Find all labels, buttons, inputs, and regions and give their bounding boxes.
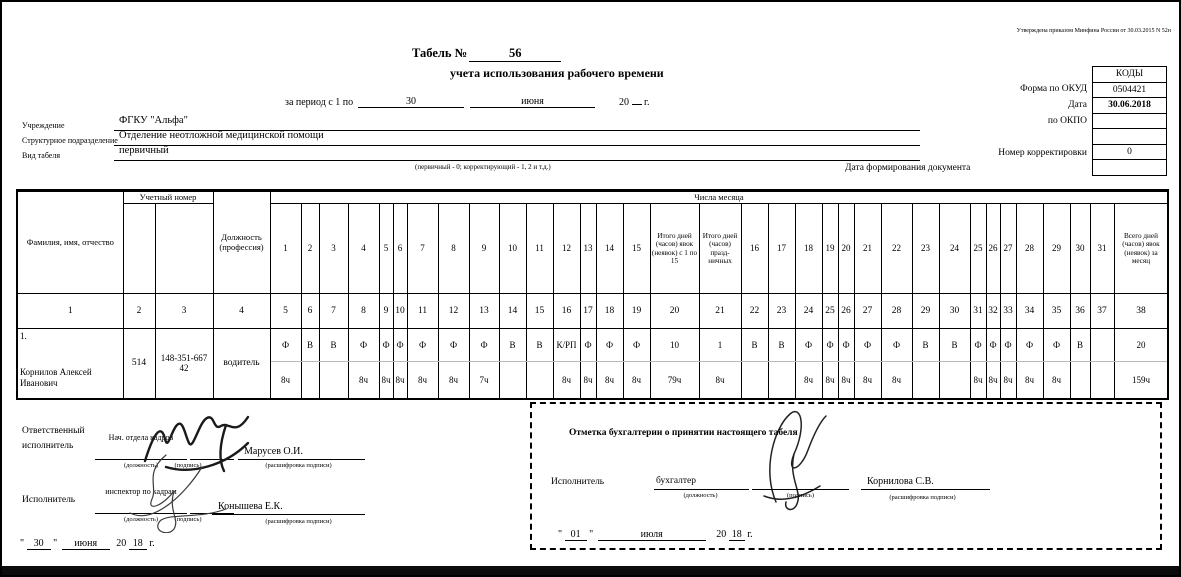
period-year-prefix: 20 — [619, 97, 629, 108]
attendance-hours-cell — [526, 362, 553, 399]
column-index: 28 — [881, 294, 912, 329]
day-column-header: 28 — [1016, 204, 1043, 294]
date-label: Дата — [1068, 100, 1087, 110]
day-column-header: 18 — [795, 204, 822, 294]
attendance-hours-cell: 8ч — [795, 362, 822, 399]
attendance-hours-cell: 159ч — [1114, 362, 1168, 399]
attendance-code-cell: Ф — [379, 329, 393, 362]
day-column-header: 22 — [881, 204, 912, 294]
codes-box — [1092, 66, 1167, 176]
attendance-code-cell: Ф — [795, 329, 822, 362]
attendance-hours-cell — [1090, 362, 1114, 399]
correction-value: 0 — [1093, 144, 1167, 160]
day-column-header: 17 — [768, 204, 795, 294]
accounting-date-year-prefix: 20 — [716, 529, 727, 540]
day-column-header: 27 — [1000, 204, 1016, 294]
quote-close: " — [53, 538, 58, 549]
attendance-hours-cell — [1070, 362, 1090, 399]
day-column-header: 9 — [469, 204, 499, 294]
attendance-code-cell: В — [301, 329, 319, 362]
total-column-header: Итого дней (часов) празд- ничных — [699, 204, 741, 294]
column-index: 6 — [301, 294, 319, 329]
day-column-header: 25 — [970, 204, 986, 294]
attendance-hours-cell — [741, 362, 768, 399]
attendance-code-cell: В — [319, 329, 348, 362]
attendance-code-cell: Ф — [854, 329, 881, 362]
day-column-header: 16 — [741, 204, 768, 294]
employee-position: водитель — [213, 329, 270, 399]
column-index: 12 — [438, 294, 469, 329]
attendance-code-cell: В — [912, 329, 939, 362]
attendance-code-cell: В — [768, 329, 795, 362]
employee-account-a: 514 — [123, 329, 155, 399]
accounting-date-year: 18 — [729, 529, 745, 541]
form-subtitle: учета использования рабочего времени — [450, 66, 664, 80]
responsible-sign-hint: (подпись) — [174, 462, 202, 469]
column-index: 26 — [838, 294, 854, 329]
quote-open: " — [20, 538, 25, 549]
day-column-header: 29 — [1043, 204, 1070, 294]
column-index: 14 — [499, 294, 526, 329]
attendance-hours-cell: 8ч — [1000, 362, 1016, 399]
attendance-code-cell: В — [1070, 329, 1090, 362]
responsible-name-field: Марусев О.И. — [238, 446, 365, 460]
accounting-acceptance-box — [530, 402, 1162, 550]
attendance-code-cell: Ф — [822, 329, 838, 362]
column-index: 37 — [1090, 294, 1114, 329]
attendance-code-cell: Ф — [580, 329, 596, 362]
accounting-name-hint: (расшифровка подписи) — [889, 494, 956, 501]
accounting-name-field: Корнилова С.В. — [861, 476, 990, 490]
attendance-hours-cell: 8ч — [881, 362, 912, 399]
column-index: 23 — [768, 294, 795, 329]
attendance-hours-cell: 8ч — [1043, 362, 1070, 399]
column-index: 8 — [348, 294, 379, 329]
attendance-code-cell: Ф — [623, 329, 650, 362]
attendance-code-cell: Ф — [1043, 329, 1070, 362]
form-title — [412, 46, 561, 62]
attendance-hours-cell: 8ч — [623, 362, 650, 399]
day-column-header: 20 — [838, 204, 854, 294]
day-column-header: 21 — [854, 204, 881, 294]
okud-value: 0504421 — [1093, 82, 1167, 98]
executor-position-hint: (должность) — [123, 516, 159, 523]
column-index: 27 — [854, 294, 881, 329]
column-index: 35 — [1043, 294, 1070, 329]
attendance-code-cell: 20 — [1114, 329, 1168, 362]
attendance-hours-cell — [499, 362, 526, 399]
left-date-year-prefix: 20 — [116, 538, 127, 549]
column-index: 22 — [741, 294, 768, 329]
day-column-header: 14 — [596, 204, 623, 294]
total-column-header: Всего дней (часов) явок (неявок) за месяц — [1114, 204, 1168, 294]
quote-close: " — [589, 529, 594, 540]
sheet-type-hint: (первичный - 0; корректирующий - 1, 2 и т.д.) — [415, 163, 551, 171]
attendance-hours-cell: 8ч — [379, 362, 393, 399]
column-index: 31 — [970, 294, 986, 329]
period-month-field: июня — [470, 96, 595, 108]
attendance-hours-cell: 8ч — [348, 362, 379, 399]
attendance-hours-cell: 8ч — [854, 362, 881, 399]
executor-sign-hint: (подпись) — [174, 516, 202, 523]
column-index: 3 — [155, 294, 213, 329]
accounting-date-suffix: г. — [747, 529, 753, 540]
date-value: 30.06.2018 — [1093, 98, 1167, 114]
day-column-header: 23 — [912, 204, 939, 294]
column-index: 1 — [17, 294, 123, 329]
day-column-header: 11 — [526, 204, 553, 294]
accounting-date-month: июля — [598, 529, 706, 541]
period-day-field: 30 — [358, 96, 464, 108]
left-date-year: 18 — [129, 538, 147, 550]
column-index: 33 — [1000, 294, 1016, 329]
column-index: 29 — [912, 294, 939, 329]
attendance-hours-cell: 8ч — [553, 362, 580, 399]
accounting-executor-label: Исполнитель — [551, 477, 605, 487]
attendance-hours-cell — [319, 362, 348, 399]
attendance-hours-cell: 8ч — [822, 362, 838, 399]
day-column-header: 5 — [379, 204, 393, 294]
column-index: 5 — [270, 294, 301, 329]
employee-full-name: Корнилов Алексей Иванович — [20, 367, 92, 389]
attendance-code-cell: Ф — [881, 329, 912, 362]
signature-konysheva — [122, 449, 238, 533]
period-year — [619, 97, 649, 108]
department-field: Отделение неотложной медицинской помощи — [114, 130, 920, 146]
employee-row-number: 1. — [20, 331, 27, 341]
department-label: Структурное подразделение — [22, 136, 118, 145]
accounting-date-day: 01 — [565, 529, 587, 541]
column-index: 38 — [1114, 294, 1168, 329]
attendance-hours-cell — [939, 362, 970, 399]
column-index: 16 — [553, 294, 580, 329]
attendance-code-cell: Ф — [1000, 329, 1016, 362]
responsible-name-hint: (расшифровка подписи) — [265, 462, 332, 469]
header-account-sub-a — [123, 204, 155, 294]
attendance-hours-cell: 79ч — [650, 362, 699, 399]
attendance-hours-cell — [301, 362, 319, 399]
attendance-code-cell: Ф — [986, 329, 1000, 362]
attendance-code-cell — [1090, 329, 1114, 362]
attendance-hours-cell: 8ч — [407, 362, 438, 399]
codes-header: КОДЫ — [1093, 67, 1167, 83]
quote-open: " — [558, 529, 563, 540]
attendance-code-cell: Ф — [838, 329, 854, 362]
column-index: 32 — [986, 294, 1000, 329]
left-date-line — [20, 538, 155, 550]
column-index: 30 — [939, 294, 970, 329]
attendance-code-cell: Ф — [270, 329, 301, 362]
attendance-code-cell: Ф — [596, 329, 623, 362]
column-index: 13 — [469, 294, 499, 329]
header-position: Должность (профессия) — [213, 191, 270, 294]
attendance-code-cell: Ф — [407, 329, 438, 362]
attendance-hours-cell: 8ч — [393, 362, 407, 399]
day-column-header: 8 — [438, 204, 469, 294]
day-column-header: 30 — [1070, 204, 1090, 294]
attendance-hours-cell — [912, 362, 939, 399]
column-index: 34 — [1016, 294, 1043, 329]
attendance-hours-cell: 8ч — [580, 362, 596, 399]
attendance-code-cell: Ф — [438, 329, 469, 362]
attendance-code-cell: Ф — [393, 329, 407, 362]
header-employee-name: Фамилия, имя, отчество — [17, 191, 123, 294]
column-index: 9 — [379, 294, 393, 329]
column-index: 25 — [822, 294, 838, 329]
attendance-code-cell: К/РП — [553, 329, 580, 362]
formation-date-label: Дата формирования документа — [845, 163, 971, 173]
column-index: 20 — [650, 294, 699, 329]
day-column-header: 15 — [623, 204, 650, 294]
attendance-hours-cell: 7ч — [469, 362, 499, 399]
attendance-code-cell: В — [499, 329, 526, 362]
day-column-header: 6 — [393, 204, 407, 294]
executor-name-field: Конышева Е.К. — [212, 501, 365, 515]
day-column-header: 19 — [822, 204, 838, 294]
day-column-header: 13 — [580, 204, 596, 294]
day-column-header: 26 — [986, 204, 1000, 294]
day-column-header: 7 — [407, 204, 438, 294]
responsible-position-hint: (должность) — [123, 462, 159, 469]
day-column-header: 1 — [270, 204, 301, 294]
attendance-hours-cell: 8ч — [986, 362, 1000, 399]
header-account-number: Учетный номер — [123, 191, 213, 204]
employee-account-b: 148-351-667 42 — [155, 329, 213, 399]
attendance-code-cell: В — [939, 329, 970, 362]
accounting-box-title: Отметка бухгалтерии о принятии настоящего табеля — [569, 428, 798, 438]
attendance-hours-cell: 8ч — [438, 362, 469, 399]
sheet-type-field: первичный — [114, 145, 920, 161]
okud-label: Форма по ОКУД — [1020, 84, 1087, 94]
day-column-header: 4 — [348, 204, 379, 294]
day-column-header: 31 — [1090, 204, 1114, 294]
column-index: 24 — [795, 294, 822, 329]
attendance-hours-cell: 8ч — [1016, 362, 1043, 399]
attendance-code-cell: Ф — [469, 329, 499, 362]
left-date-month: июня — [62, 538, 110, 550]
period-prefix: за период с 1 по — [285, 97, 354, 108]
executor-role-label: Исполнитель — [22, 495, 76, 505]
codes-blank-value — [1093, 129, 1167, 145]
institution-label: Учреждение — [22, 121, 65, 130]
attendance-code-cell: В — [741, 329, 768, 362]
attendance-code-cell: 10 — [650, 329, 699, 362]
left-date-suffix: г. — [149, 538, 155, 549]
timesheet-table — [16, 189, 1169, 400]
attendance-code-cell: В — [526, 329, 553, 362]
left-date-day: 30 — [27, 538, 51, 550]
okpo-value — [1093, 113, 1167, 129]
day-column-header: 3 — [319, 204, 348, 294]
header-account-sub-b — [155, 204, 213, 294]
accounting-date-line — [558, 529, 753, 541]
period-year-blank — [632, 104, 642, 105]
column-index: 2 — [123, 294, 155, 329]
attendance-code-cell: Ф — [348, 329, 379, 362]
accounting-position-hint: (должность) — [683, 492, 718, 499]
column-index: 36 — [1070, 294, 1090, 329]
column-index: 17 — [580, 294, 596, 329]
executor-name-hint: (расшифровка подписи) — [265, 518, 332, 525]
attendance-code-cell: Ф — [1016, 329, 1043, 362]
accounting-sign-hint: (подпись) — [787, 492, 814, 499]
column-index: 15 — [526, 294, 553, 329]
total-column-header: Итого дней (часов) явок (неявок) с 1 по 15 — [650, 204, 699, 294]
column-index: 7 — [319, 294, 348, 329]
okpo-label: по ОКПО — [1047, 116, 1087, 126]
column-index: 11 — [407, 294, 438, 329]
accounting-sign-line — [752, 489, 849, 490]
formation-date-value — [1093, 160, 1167, 176]
accounting-position-field: бухгалтер — [654, 476, 749, 490]
column-index: 18 — [596, 294, 623, 329]
attendance-hours-cell: 8ч — [699, 362, 741, 399]
attendance-hours-cell — [768, 362, 795, 399]
responsible-position-field: Нач. отдела кадров — [95, 433, 187, 460]
column-index: 10 — [393, 294, 407, 329]
header-days-of-month: Числа месяца — [270, 191, 1168, 204]
attendance-hours-cell: 8ч — [270, 362, 301, 399]
title-label: Табель № — [412, 46, 468, 60]
institution-field: ФГКУ "Альфа" — [114, 115, 920, 131]
day-column-header: 10 — [499, 204, 526, 294]
timesheet-number: 56 — [469, 46, 561, 62]
column-index: 4 — [213, 294, 270, 329]
column-index: 21 — [699, 294, 741, 329]
period-year-suffix: г. — [644, 97, 650, 108]
executor-position-field: инспектор по кадрам — [95, 487, 187, 514]
attendance-code-cell: Ф — [970, 329, 986, 362]
attendance-hours-cell: 8ч — [970, 362, 986, 399]
day-column-header: 24 — [939, 204, 970, 294]
attendance-code-cell: 1 — [699, 329, 741, 362]
correction-label: Номер корректировки — [998, 148, 1087, 158]
column-index: 19 — [623, 294, 650, 329]
sheet-type-label: Вид табеля — [22, 151, 61, 160]
employee-cell — [17, 329, 123, 399]
day-column-header: 2 — [301, 204, 319, 294]
page-bottom-edge — [2, 566, 1179, 575]
responsible-role-label: Ответственный исполнитель — [22, 426, 85, 452]
approval-note: Утверждена приказом Минфина России от 30.03.2015 N 52н — [1016, 28, 1171, 34]
day-column-header: 12 — [553, 204, 580, 294]
attendance-hours-cell: 8ч — [596, 362, 623, 399]
attendance-hours-cell: 8ч — [838, 362, 854, 399]
